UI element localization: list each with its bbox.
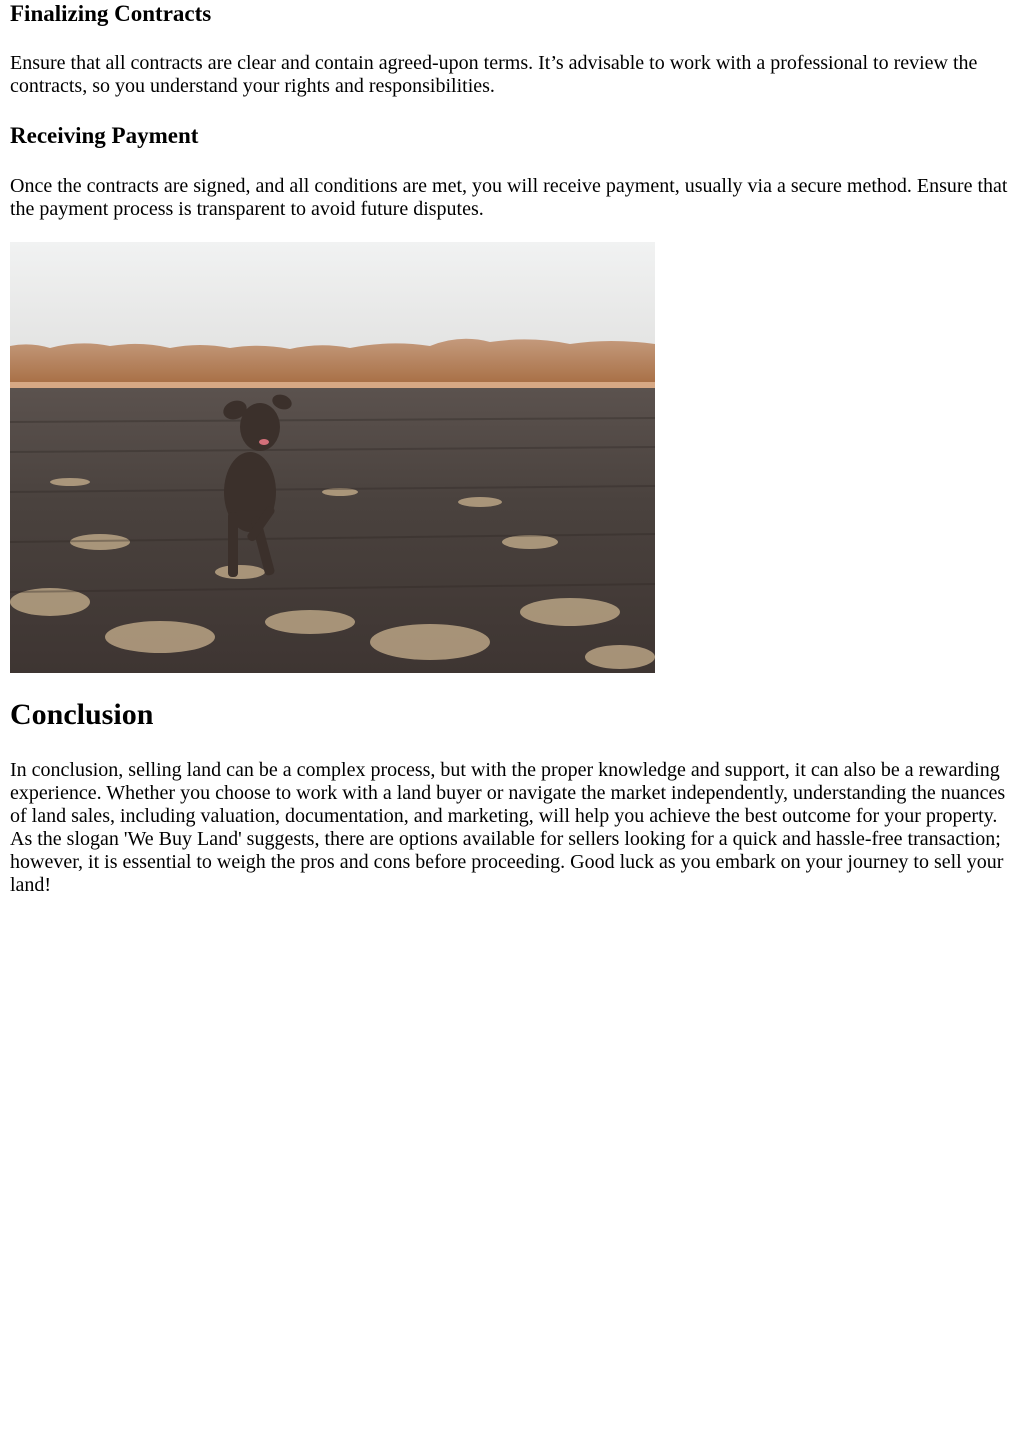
paragraph-receiving-payment: Once the contracts are signed, and all conditions are met, you will receive payment, usually via a secure method. Ensure that the payment process is transparent to avoid future disputes. [10, 175, 1008, 220]
heading-receiving-payment: Receiving Payment [10, 123, 199, 148]
heading-conclusion: Conclusion [10, 698, 154, 731]
dog-tongue [259, 439, 269, 445]
paragraph-conclusion: In conclusion, selling land can be a complex process, but with the proper knowledge and support, it can also be a rewarding experience. Whether you choose to work with a land buyer or navigate the market independently, understanding the nuances of land sales, including valuation, documentation, and marketing, will help you achieve the best outcome for your property. As the slogan 'We Buy Land' suggests, there are options available for sellers looking for a quick and hassle-free transaction; however, it is essential to weigh the pros and cons before proceeding. Good luck as you embark on your journey to sell your land! [10, 759, 1006, 896]
paragraph-finalizing-contracts: Ensure that all contracts are clear and contain agreed-upon terms. It’s advisable to work with a professional to review the contracts, so you understand your rights and responsibilities. [10, 52, 978, 97]
photo-illustration [10, 242, 655, 673]
heading-finalizing-contracts: Finalizing Contracts [10, 1, 212, 26]
dog-in-field-photo [10, 242, 655, 673]
